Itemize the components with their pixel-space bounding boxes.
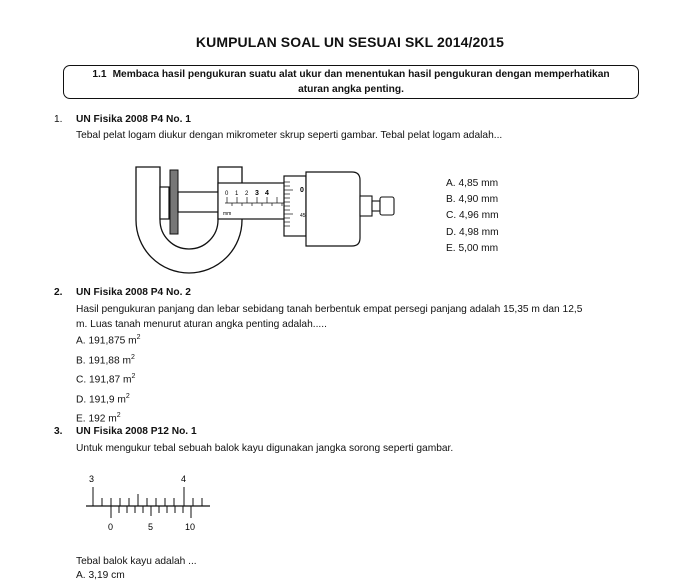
- vernier-label-0: 0: [108, 522, 114, 532]
- document-title: KUMPULAN SOAL UN SESUAI SKL 2014/2015: [195, 34, 505, 50]
- scale-unit: mm: [223, 211, 232, 217]
- scale-label-2: 2: [245, 191, 249, 197]
- question-source: UN Fisika 2008 P12 No. 1: [76, 426, 197, 437]
- question-1-options: [446, 176, 499, 257]
- question-source: UN Fisika 2008 P4 No. 1: [76, 114, 191, 125]
- question-2-options: [76, 330, 141, 428]
- thimble-label-0: 0: [300, 187, 304, 194]
- main-scale-label-4: 4: [181, 474, 187, 484]
- option-c[interactable]: C. 191,87 $m^2$: [76, 373, 136, 386]
- option-e[interactable]: E. 5,00 mm: [446, 242, 499, 254]
- vernier-label-5: 5: [148, 522, 154, 532]
- question-3-option-a[interactable]: A. 3,19 cm: [76, 570, 125, 581]
- section-number: 1.1: [92, 69, 107, 80]
- section-text-line2: aturan angka penting.: [298, 84, 404, 95]
- question-2-text-line1: Hasil pengukuran panjang dan lebar sebidang tanah berbentuk empat persegi panjang adalah 15,35 m dan 12,5: [76, 304, 583, 315]
- scale-label-4: 4: [265, 190, 269, 197]
- question-source: UN Fisika 2008 P4 No. 2: [76, 287, 191, 298]
- vernier-label-10: 10: [185, 522, 196, 532]
- main-scale-label-3: 3: [89, 474, 95, 484]
- option-b[interactable]: B. 191,88 $m^2$: [76, 353, 135, 366]
- question-2-heading: [54, 287, 191, 298]
- scale-label-3: 3: [255, 190, 259, 197]
- section-box: [63, 65, 639, 99]
- question-number: 1.: [54, 114, 63, 125]
- option-d[interactable]: D. 4,98 mm: [446, 226, 499, 238]
- scale-label-1: 1: [235, 191, 239, 197]
- question-2-text-line2: m. Luas tanah menurut aturan angka penting adalah.....: [76, 319, 327, 330]
- question-1-heading: [54, 114, 191, 125]
- question-number: 3.: [54, 426, 63, 437]
- question-number: 2.: [54, 287, 63, 298]
- scale-label-0: 0: [225, 191, 229, 197]
- question-3-heading: [54, 426, 197, 437]
- question-1-text: Tebal pelat logam diukur dengan mikrometer skrup seperti gambar. Tebal pelat logam adalah...: [76, 130, 503, 141]
- option-e[interactable]: E. 192 $m^2$: [76, 412, 121, 425]
- caliper-figure: [80, 468, 230, 538]
- option-c[interactable]: C. 4,96 mm: [446, 210, 499, 222]
- main-scale: [93, 487, 202, 506]
- section-text-line1: Membaca hasil pengukuran suatu alat ukur dan menentukan hasil pengukuran dengan memperhatikan: [112, 69, 610, 80]
- thimble-label-45: 45: [300, 213, 306, 219]
- question-2-text: [76, 302, 582, 332]
- question-3-text: Untuk mengukur tebal sebuah balok kayu digunakan jangka sorong seperti gambar.: [76, 443, 454, 454]
- vernier-scale: [111, 506, 191, 518]
- option-d[interactable]: D. 191,9 $m^2$: [76, 392, 130, 406]
- micrometer-figure: [126, 160, 416, 280]
- question-3-prompt: Tebal balok kayu adalah ...: [76, 556, 197, 567]
- option-a[interactable]: A. 191,875 $m^2$: [76, 334, 141, 347]
- option-b[interactable]: B. 4,90 mm: [446, 194, 499, 206]
- option-a[interactable]: A. 4,85 mm: [446, 178, 499, 189]
